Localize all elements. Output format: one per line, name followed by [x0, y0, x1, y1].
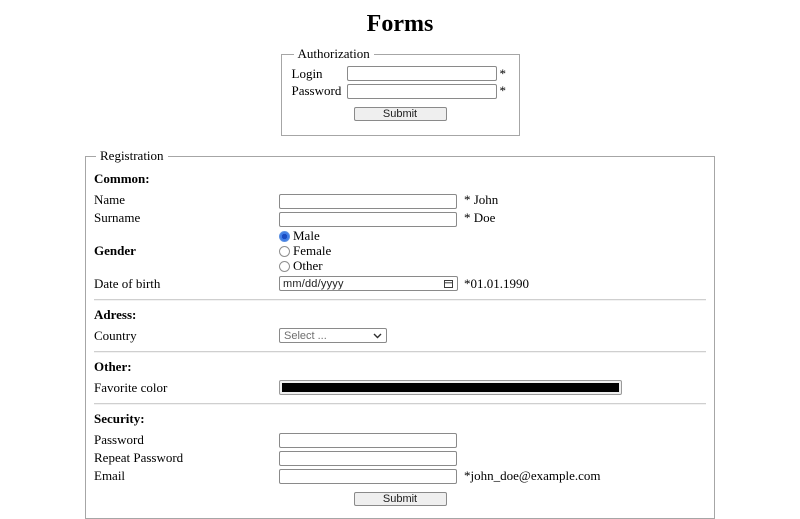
- favorite-color-label: Favorite color: [94, 379, 168, 395]
- registration-legend: Registration: [100, 148, 164, 163]
- section-divider: [94, 299, 706, 301]
- common-section-heading: Common:: [94, 171, 150, 186]
- address-section-heading: Adress:: [94, 306, 137, 322]
- gender-label: Gender: [94, 243, 136, 258]
- security-section-heading: Security:: [94, 410, 145, 426]
- surname-input[interactable]: [279, 212, 457, 227]
- email-input[interactable]: [279, 469, 457, 484]
- country-select-value: Select ...: [284, 329, 327, 342]
- gender-radio-male[interactable]: [279, 231, 290, 242]
- name-hint: * John: [464, 192, 499, 208]
- dob-hint: *01.01.1990: [464, 275, 529, 291]
- authorization-submit-button[interactable]: Submit: [354, 107, 447, 121]
- repeat-password-row: [94, 450, 706, 467]
- favorite-color-input[interactable]: [279, 380, 622, 395]
- other-section-heading: Other:: [94, 358, 132, 374]
- dob-placeholder: mm/dd/yyyy: [283, 277, 344, 290]
- password-required-mark: *: [499, 83, 506, 98]
- favorite-color-row: [94, 380, 706, 396]
- name-row: [94, 192, 706, 209]
- gender-radio-other[interactable]: [279, 261, 290, 272]
- chevron-down-icon: [373, 333, 382, 339]
- repeat-password-label: Repeat Password: [94, 449, 184, 465]
- country-row: [94, 328, 706, 344]
- name-input[interactable]: [279, 194, 457, 209]
- calendar-icon[interactable]: [443, 278, 454, 289]
- dob-row: [94, 276, 706, 292]
- page-title: Forms: [366, 11, 434, 37]
- email-label: Email: [94, 467, 126, 483]
- gender-row: [94, 228, 706, 274]
- repeat-password-input[interactable]: [279, 451, 457, 466]
- surname-row: [94, 210, 706, 227]
- favorite-color-swatch: [282, 383, 619, 392]
- password-row: [292, 83, 509, 99]
- login-row: [292, 66, 509, 82]
- country-label: Country: [94, 327, 137, 343]
- gender-option-female[interactable]: [279, 244, 464, 258]
- login-input[interactable]: [347, 66, 497, 81]
- gender-option-male[interactable]: [279, 229, 464, 243]
- password-input[interactable]: [347, 84, 497, 99]
- reg-password-label: Password: [94, 431, 144, 447]
- section-divider: [94, 351, 706, 353]
- registration-fieldset: [85, 148, 715, 519]
- name-label: Name: [94, 192, 126, 208]
- reg-password-row: [94, 432, 706, 449]
- gender-radio-female[interactable]: [279, 246, 290, 257]
- email-hint: *john_doe@example.com: [464, 467, 601, 483]
- authorization-legend: Authorization: [297, 46, 370, 61]
- gender-option-other[interactable]: [279, 259, 464, 273]
- reg-password-input[interactable]: [279, 433, 457, 448]
- surname-label: Surname: [94, 210, 141, 226]
- surname-hint: * Doe: [464, 210, 496, 226]
- login-required-mark: *: [499, 65, 506, 81]
- gender-option-male-label[interactable]: Male: [293, 228, 320, 243]
- login-label: Login: [291, 65, 323, 81]
- dob-input[interactable]: [279, 276, 458, 291]
- dob-label: Date of birth: [94, 275, 161, 291]
- authorization-fieldset: [281, 46, 520, 136]
- section-divider: [94, 403, 706, 405]
- password-label: Password: [291, 83, 342, 98]
- registration-submit-button[interactable]: Submit: [354, 492, 447, 506]
- email-row: [94, 468, 706, 485]
- gender-option-other-label[interactable]: Other: [293, 258, 323, 273]
- gender-option-female-label[interactable]: Female: [293, 243, 332, 258]
- country-select[interactable]: [279, 328, 387, 343]
